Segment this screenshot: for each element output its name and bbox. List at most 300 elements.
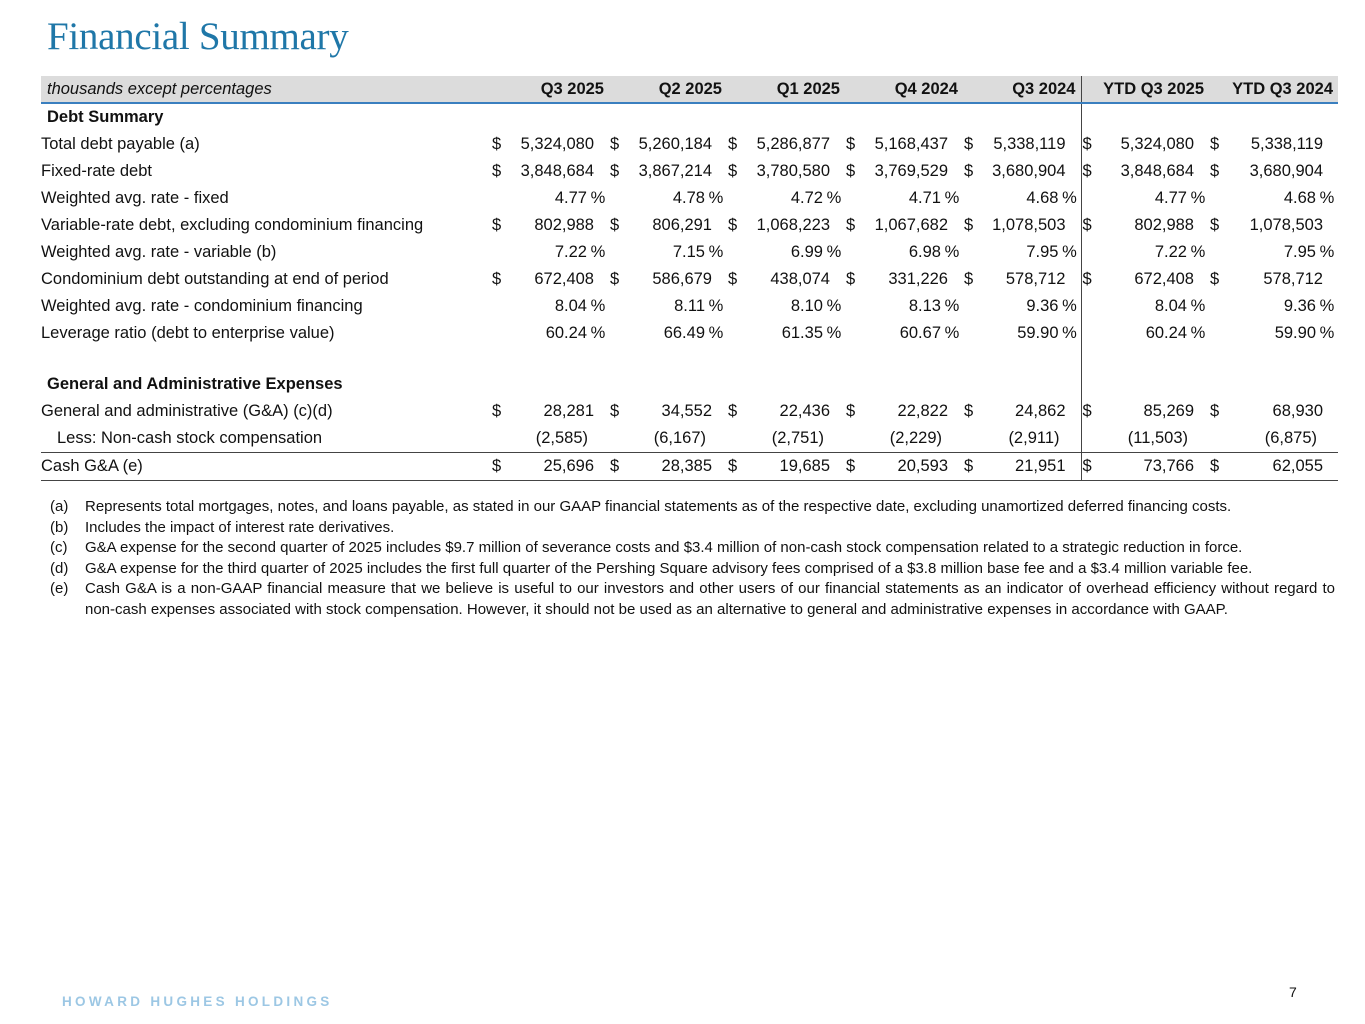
percent-symbol: % bbox=[590, 297, 606, 315]
cell-value: 578,712 bbox=[1263, 270, 1323, 288]
money-cell bbox=[963, 162, 1081, 181]
currency-symbol: $ bbox=[1210, 216, 1220, 234]
money-cell bbox=[963, 216, 1081, 235]
data-cell bbox=[1209, 212, 1338, 239]
footnote bbox=[50, 579, 1335, 620]
money-cell bbox=[1209, 162, 1338, 181]
data-cell bbox=[845, 266, 963, 293]
data-cell bbox=[1081, 320, 1209, 347]
money-cell bbox=[1082, 402, 1210, 421]
percent-symbol: % bbox=[944, 324, 960, 342]
data-cell bbox=[1081, 293, 1209, 320]
cell-value: 4.72 bbox=[790, 189, 823, 207]
cell-value: 22,436 bbox=[779, 402, 830, 420]
currency-symbol: $ bbox=[1082, 135, 1092, 153]
percent-symbol: % bbox=[1062, 189, 1077, 207]
percent-symbol: % bbox=[826, 324, 842, 342]
data-cell bbox=[845, 453, 963, 481]
percent-cell bbox=[1209, 189, 1338, 208]
money-cell bbox=[491, 135, 609, 154]
cell-value: (2,751) bbox=[771, 429, 824, 447]
money-cell bbox=[845, 270, 963, 289]
percent-cell bbox=[845, 243, 963, 262]
data-cell bbox=[727, 158, 845, 185]
cell-value: (2,229) bbox=[889, 429, 942, 447]
money-cell bbox=[845, 457, 963, 476]
row-label: Variable-rate debt, excluding condominium financing bbox=[41, 216, 424, 234]
percent-cell bbox=[491, 189, 609, 208]
column-header: YTD Q3 2025 bbox=[1081, 76, 1209, 103]
section-header-row bbox=[41, 371, 1338, 398]
money-cell bbox=[1209, 216, 1338, 235]
table-row bbox=[41, 398, 1338, 425]
cell-value: 8.04 bbox=[1154, 297, 1187, 315]
currency-symbol: $ bbox=[610, 402, 620, 420]
currency-symbol: $ bbox=[610, 135, 620, 153]
cell-value: 8.04 bbox=[554, 297, 587, 315]
currency-symbol: $ bbox=[492, 135, 502, 153]
data-cell bbox=[727, 212, 845, 239]
cell-value: 21,951 bbox=[1015, 457, 1066, 475]
cell-value: 7.15 bbox=[672, 243, 705, 261]
footnote-text: G&A expense for the second quarter of 2025 includes $9.7 million of severance costs and $3.4 million of non-cash stock compensation related to a strategic reduction in force. bbox=[85, 539, 1243, 556]
section-title: Debt Summary bbox=[47, 108, 164, 126]
data-cell bbox=[727, 185, 845, 212]
percent-symbol: % bbox=[826, 243, 842, 261]
cell-value: 1,067,682 bbox=[874, 216, 948, 234]
table-row bbox=[41, 185, 1338, 212]
cell-value: 4.71 bbox=[908, 189, 941, 207]
percent-cell bbox=[609, 189, 727, 208]
money-cell bbox=[727, 162, 845, 181]
cell-value: 8.10 bbox=[790, 297, 823, 315]
data-cell bbox=[963, 425, 1081, 453]
percent-cell bbox=[609, 324, 727, 343]
currency-symbol: $ bbox=[846, 216, 856, 234]
data-cell bbox=[1209, 185, 1338, 212]
percent-cell bbox=[491, 243, 609, 262]
money-cell bbox=[1082, 270, 1210, 289]
cell-value: 8.13 bbox=[908, 297, 941, 315]
percent-cell bbox=[491, 297, 609, 316]
money-cell bbox=[491, 216, 609, 235]
empty-cell bbox=[491, 347, 609, 371]
cell-value: 28,281 bbox=[543, 402, 594, 420]
cell-value: 5,324,080 bbox=[1120, 135, 1194, 153]
percent-cell bbox=[491, 324, 609, 343]
percent-symbol: % bbox=[944, 189, 960, 207]
data-cell bbox=[1209, 398, 1338, 425]
cell-value: 60.24 bbox=[545, 324, 587, 342]
cell-value: 1,078,503 bbox=[992, 216, 1066, 234]
money-cell bbox=[609, 135, 727, 154]
data-cell bbox=[845, 185, 963, 212]
footnote-label: (c) bbox=[50, 539, 68, 556]
cell-value: 5,260,184 bbox=[638, 135, 712, 153]
footnote-label: (b) bbox=[50, 518, 69, 536]
percent-cell bbox=[727, 324, 845, 343]
percent-cell bbox=[727, 189, 845, 208]
cell-value: 6.99 bbox=[790, 243, 823, 261]
percent-symbol: % bbox=[1062, 243, 1077, 261]
data-cell bbox=[963, 131, 1081, 158]
section-header-row bbox=[41, 103, 1338, 131]
cell-value: 8.11 bbox=[674, 297, 705, 315]
data-cell bbox=[491, 320, 609, 347]
cell-value: 3,848,684 bbox=[1120, 162, 1194, 180]
data-cell bbox=[963, 320, 1081, 347]
money-cell bbox=[609, 457, 727, 476]
money-cell bbox=[491, 162, 609, 181]
data-cell bbox=[963, 398, 1081, 425]
data-cell bbox=[491, 293, 609, 320]
percent-cell bbox=[1082, 297, 1210, 316]
cell-value: 60.67 bbox=[899, 324, 941, 342]
data-cell bbox=[1209, 320, 1338, 347]
empty-cell bbox=[1209, 347, 1338, 371]
currency-symbol: $ bbox=[492, 216, 502, 234]
table-row bbox=[41, 239, 1338, 266]
currency-symbol: $ bbox=[610, 216, 620, 234]
money-cell bbox=[1082, 135, 1210, 154]
percent-cell bbox=[609, 243, 727, 262]
data-cell bbox=[1081, 239, 1209, 266]
paren-cell bbox=[727, 429, 845, 448]
currency-symbol: $ bbox=[1210, 402, 1220, 420]
currency-symbol: $ bbox=[728, 135, 738, 153]
cell-value: 34,552 bbox=[661, 402, 712, 420]
cell-value: 73,766 bbox=[1143, 457, 1194, 475]
table-row bbox=[41, 320, 1338, 347]
money-cell bbox=[1082, 216, 1210, 235]
empty-cell bbox=[609, 103, 727, 131]
brand-wordmark: HOWARD HUGHES HOLDINGS bbox=[62, 994, 333, 1009]
cell-value: 22,822 bbox=[897, 402, 948, 420]
percent-cell bbox=[609, 297, 727, 316]
cell-value: 1,078,503 bbox=[1249, 216, 1323, 234]
percent-cell bbox=[963, 324, 1081, 343]
table-row bbox=[41, 453, 1338, 481]
currency-symbol: $ bbox=[964, 270, 974, 288]
data-cell bbox=[963, 266, 1081, 293]
cell-value: (2,911) bbox=[1008, 429, 1060, 447]
money-cell bbox=[845, 162, 963, 181]
percent-symbol: % bbox=[708, 189, 724, 207]
data-cell bbox=[1209, 158, 1338, 185]
data-cell bbox=[963, 212, 1081, 239]
data-cell bbox=[1081, 185, 1209, 212]
data-cell bbox=[727, 453, 845, 481]
money-cell bbox=[845, 135, 963, 154]
cell-value: 5,338,119 bbox=[993, 135, 1066, 153]
column-header: Q1 2025 bbox=[727, 76, 845, 103]
paren-cell bbox=[1082, 429, 1210, 448]
money-cell bbox=[963, 270, 1081, 289]
financial-summary-table bbox=[41, 76, 1338, 481]
empty-cell bbox=[1081, 347, 1209, 371]
data-cell bbox=[845, 131, 963, 158]
cell-value: 3,769,529 bbox=[874, 162, 948, 180]
cell-value: 806,291 bbox=[652, 216, 712, 234]
percent-symbol: % bbox=[1319, 243, 1335, 261]
row-label: Weighted avg. rate - condominium financing bbox=[41, 297, 363, 315]
row-label: Cash G&A (e) bbox=[41, 453, 491, 481]
cell-value: (2,585) bbox=[535, 429, 588, 447]
data-cell bbox=[609, 293, 727, 320]
percent-symbol: % bbox=[1190, 243, 1206, 261]
currency-symbol: $ bbox=[1210, 162, 1220, 180]
cell-value: 672,408 bbox=[534, 270, 594, 288]
cell-value: 62,055 bbox=[1272, 457, 1323, 475]
data-cell bbox=[727, 320, 845, 347]
row-label: Weighted avg. rate - variable (b) bbox=[41, 243, 277, 261]
currency-symbol: $ bbox=[1082, 216, 1092, 234]
data-cell bbox=[1209, 131, 1338, 158]
empty-cell bbox=[845, 103, 963, 131]
data-cell bbox=[609, 425, 727, 453]
currency-symbol: $ bbox=[1210, 457, 1220, 475]
percent-cell bbox=[1082, 189, 1210, 208]
cell-value: 7.22 bbox=[1154, 243, 1187, 261]
units-label: thousands except percentages bbox=[41, 76, 491, 103]
empty-cell bbox=[845, 371, 963, 398]
money-cell bbox=[491, 402, 609, 421]
page-title: Financial Summary bbox=[47, 15, 349, 58]
money-cell bbox=[1082, 162, 1210, 181]
data-cell bbox=[609, 212, 727, 239]
footnotes bbox=[50, 497, 1335, 620]
percent-cell bbox=[845, 189, 963, 208]
data-cell bbox=[845, 212, 963, 239]
data-cell bbox=[609, 185, 727, 212]
data-cell bbox=[845, 320, 963, 347]
currency-symbol: $ bbox=[964, 457, 974, 475]
data-cell bbox=[727, 131, 845, 158]
cell-value: 438,074 bbox=[770, 270, 830, 288]
table-row bbox=[41, 212, 1338, 239]
currency-symbol: $ bbox=[492, 162, 502, 180]
footnote-label: (a) bbox=[50, 498, 69, 515]
data-cell bbox=[845, 158, 963, 185]
percent-symbol: % bbox=[590, 324, 606, 342]
table-row bbox=[41, 425, 1338, 453]
money-cell bbox=[845, 402, 963, 421]
data-cell bbox=[491, 158, 609, 185]
cell-value: 6.98 bbox=[908, 243, 941, 261]
data-cell bbox=[963, 293, 1081, 320]
cell-value: 20,593 bbox=[897, 457, 948, 475]
cell-value: 3,680,904 bbox=[992, 162, 1066, 180]
empty-cell bbox=[491, 103, 609, 131]
data-cell bbox=[845, 425, 963, 453]
percent-cell bbox=[1209, 243, 1338, 262]
percent-symbol: % bbox=[1190, 189, 1206, 207]
data-cell bbox=[491, 239, 609, 266]
row-label: Condominium debt outstanding at end of period bbox=[41, 270, 389, 288]
cell-value: (6,875) bbox=[1264, 429, 1317, 447]
empty-cell bbox=[727, 371, 845, 398]
money-cell bbox=[1209, 457, 1338, 476]
cell-value: 672,408 bbox=[1134, 270, 1194, 288]
data-cell bbox=[1209, 453, 1338, 481]
data-cell bbox=[1209, 293, 1338, 320]
currency-symbol: $ bbox=[964, 402, 974, 420]
paren-cell bbox=[963, 429, 1081, 448]
empty-cell bbox=[727, 103, 845, 131]
money-cell bbox=[491, 270, 609, 289]
money-cell bbox=[1082, 457, 1210, 476]
page-number: 7 bbox=[1289, 984, 1297, 1000]
table-row bbox=[41, 293, 1338, 320]
section-title: General and Administrative Expenses bbox=[47, 375, 343, 393]
money-cell bbox=[963, 402, 1081, 421]
data-cell bbox=[491, 398, 609, 425]
data-cell bbox=[845, 293, 963, 320]
row-label: Leverage ratio (debt to enterprise value) bbox=[41, 324, 335, 342]
percent-symbol: % bbox=[590, 189, 606, 207]
percent-symbol: % bbox=[590, 243, 606, 261]
empty-cell bbox=[491, 371, 609, 398]
cell-value: 3,680,904 bbox=[1249, 162, 1323, 180]
footnote bbox=[50, 518, 1335, 539]
money-cell bbox=[963, 457, 1081, 476]
column-header: Q4 2024 bbox=[845, 76, 963, 103]
data-cell bbox=[609, 398, 727, 425]
currency-symbol: $ bbox=[610, 457, 620, 475]
cell-value: 5,286,877 bbox=[756, 135, 830, 153]
data-cell bbox=[1081, 425, 1209, 453]
data-cell bbox=[1081, 131, 1209, 158]
data-cell bbox=[963, 158, 1081, 185]
cell-value: 4.68 bbox=[1283, 189, 1316, 207]
percent-cell bbox=[963, 189, 1081, 208]
footnote-label: (d) bbox=[50, 559, 69, 577]
cell-value: 9.36 bbox=[1283, 297, 1316, 315]
money-cell bbox=[491, 457, 609, 476]
paren-cell bbox=[491, 429, 609, 448]
empty-cell bbox=[963, 371, 1081, 398]
currency-symbol: $ bbox=[492, 402, 502, 420]
cell-value: 331,226 bbox=[888, 270, 948, 288]
currency-symbol: $ bbox=[846, 162, 856, 180]
cell-value: 28,385 bbox=[661, 457, 712, 475]
cell-value: 802,988 bbox=[1134, 216, 1194, 234]
footnote-text: Cash G&A is a non-GAAP financial measure that we believe is useful to our investors and other users of our financial statements as an indicator of overhead efficiency without regard to non-cash expenses associated with stock compensation. However, it should not be used as an alternative to general and administrative expenses in accordance with GAAP. bbox=[85, 580, 1335, 618]
paren-cell bbox=[845, 429, 963, 448]
currency-symbol: $ bbox=[1210, 135, 1220, 153]
money-cell bbox=[609, 216, 727, 235]
percent-symbol: % bbox=[944, 243, 960, 261]
data-cell bbox=[845, 239, 963, 266]
data-cell bbox=[609, 453, 727, 481]
empty-cell bbox=[41, 347, 491, 371]
row-label: Less: Non-cash stock compensation bbox=[57, 429, 323, 447]
data-cell bbox=[727, 239, 845, 266]
data-cell bbox=[491, 425, 609, 453]
percent-symbol: % bbox=[1319, 189, 1335, 207]
money-cell bbox=[727, 135, 845, 154]
percent-symbol: % bbox=[1319, 297, 1335, 315]
data-cell bbox=[727, 293, 845, 320]
cell-value: 4.78 bbox=[672, 189, 705, 207]
cell-value: 59.90 bbox=[1017, 324, 1059, 342]
cell-value: 5,168,437 bbox=[874, 135, 948, 153]
cell-value: 4.77 bbox=[554, 189, 587, 207]
percent-symbol: % bbox=[826, 189, 842, 207]
currency-symbol: $ bbox=[610, 270, 620, 288]
data-cell bbox=[609, 131, 727, 158]
cell-value: 5,324,080 bbox=[520, 135, 594, 153]
currency-symbol: $ bbox=[846, 457, 856, 475]
cell-value: 61.35 bbox=[781, 324, 823, 342]
data-cell bbox=[491, 212, 609, 239]
cell-value: 68,930 bbox=[1272, 402, 1323, 420]
percent-cell bbox=[727, 297, 845, 316]
data-cell bbox=[845, 398, 963, 425]
cell-value: 3,848,684 bbox=[520, 162, 594, 180]
cell-value: 66.49 bbox=[663, 324, 705, 342]
currency-symbol: $ bbox=[492, 270, 502, 288]
table-row bbox=[41, 131, 1338, 158]
cell-value: 7.22 bbox=[554, 243, 587, 261]
money-cell bbox=[1209, 270, 1338, 289]
cell-value: 3,867,214 bbox=[638, 162, 712, 180]
empty-cell bbox=[1081, 103, 1209, 131]
cell-value: 60.24 bbox=[1145, 324, 1187, 342]
cell-value: (11,503) bbox=[1127, 429, 1188, 447]
data-cell bbox=[491, 266, 609, 293]
data-cell bbox=[609, 320, 727, 347]
percent-symbol: % bbox=[1190, 297, 1206, 315]
data-cell bbox=[491, 453, 609, 481]
empty-cell bbox=[963, 103, 1081, 131]
percent-symbol: % bbox=[708, 243, 724, 261]
row-label: Weighted avg. rate - fixed bbox=[41, 189, 229, 207]
cell-value: 7.95 bbox=[1026, 243, 1059, 261]
money-cell bbox=[609, 270, 727, 289]
cell-value: 9.36 bbox=[1026, 297, 1059, 315]
data-cell bbox=[1081, 266, 1209, 293]
table-row bbox=[41, 158, 1338, 185]
footnote bbox=[50, 497, 1335, 518]
data-cell bbox=[727, 398, 845, 425]
currency-symbol: $ bbox=[728, 402, 738, 420]
paren-cell bbox=[1209, 429, 1338, 448]
data-cell bbox=[963, 185, 1081, 212]
money-cell bbox=[609, 402, 727, 421]
data-cell bbox=[1209, 266, 1338, 293]
data-cell bbox=[1081, 212, 1209, 239]
currency-symbol: $ bbox=[728, 216, 738, 234]
row-label: Fixed-rate debt bbox=[41, 162, 152, 180]
data-cell bbox=[609, 266, 727, 293]
percent-symbol: % bbox=[1319, 324, 1335, 342]
empty-cell bbox=[1209, 371, 1338, 398]
percent-symbol: % bbox=[944, 297, 960, 315]
percent-cell bbox=[1209, 297, 1338, 316]
currency-symbol: $ bbox=[1082, 457, 1092, 475]
column-header: Q3 2025 bbox=[491, 76, 609, 103]
currency-symbol: $ bbox=[728, 270, 738, 288]
money-cell bbox=[609, 162, 727, 181]
percent-symbol: % bbox=[708, 324, 724, 342]
empty-cell bbox=[963, 347, 1081, 371]
money-cell bbox=[727, 402, 845, 421]
currency-symbol: $ bbox=[492, 457, 502, 475]
currency-symbol: $ bbox=[728, 457, 738, 475]
footnote-label: (e) bbox=[50, 580, 69, 597]
money-cell bbox=[1209, 402, 1338, 421]
